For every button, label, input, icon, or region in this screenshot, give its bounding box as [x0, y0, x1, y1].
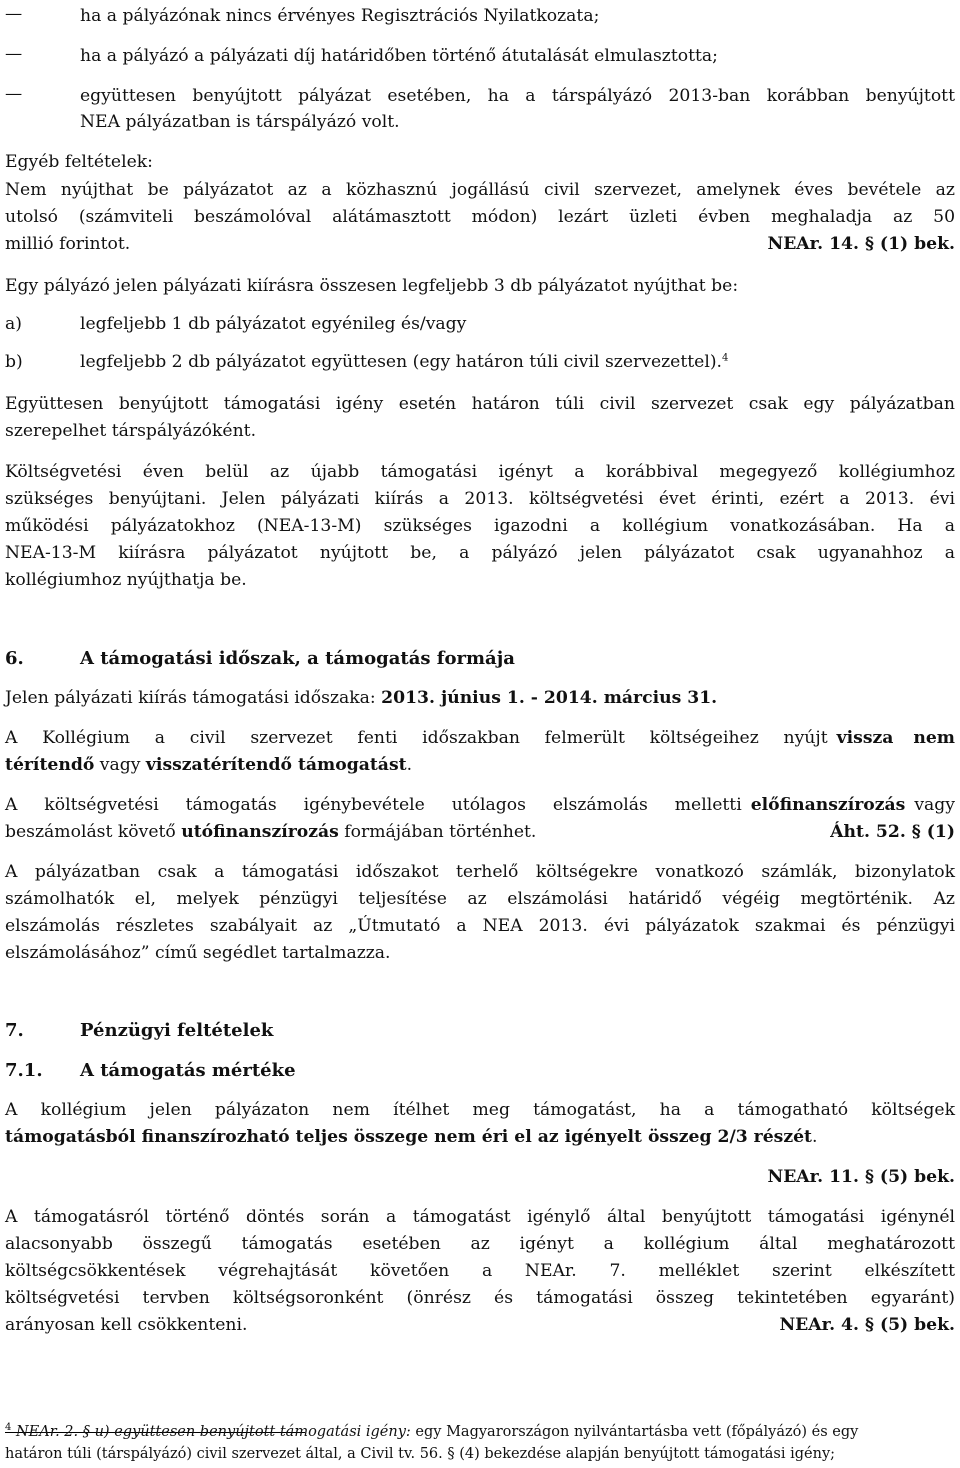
emphasis-text: utófinanszírozás: [181, 822, 339, 842]
paragraph-line: [5, 1125, 955, 1149]
paragraph-text: [5, 820, 536, 844]
paragraph-line: [5, 686, 955, 710]
footnote-line: [5, 1422, 858, 1442]
bullet-dash: —: [5, 4, 23, 24]
emphasis-text: előfinanszírozás: [750, 795, 906, 815]
footnote-marker: 4: [722, 352, 729, 364]
bullet-item-2: ha a pályázó a pályázati díj határidőben történő átutalását elmulasztotta;: [80, 46, 718, 66]
footnote-line: határon túli (társpályázó) civil szervezet által, a Civil tv. 56. § (4) bekezdése alapján benyújtott támogatási igény;: [5, 1446, 836, 1462]
emphasis-text: támogatásból finanszírozható teljes összege nem éri el az igényelt összeg 2/3 részét: [5, 1127, 812, 1147]
paragraph-text: .: [811, 1127, 818, 1147]
paragraph-line-with-ref: [5, 232, 955, 256]
paragraph-line: utolsó (számviteli beszámolóval alátámasztott módon) lezárt üzleti évben meghaladja az 50: [5, 207, 955, 227]
paragraph-text: vagy: [914, 795, 955, 815]
paragraph-text: .: [406, 755, 413, 775]
paragraph-line: alacsonyabb összegű támogatás esetében az igényt a kollégium által meghatározott: [5, 1234, 955, 1254]
paragraph-line: A támogatásról történő döntés során a támogatást igénylő által benyújtott támogatási igénynél: [5, 1207, 955, 1227]
paragraph-line: Együttesen benyújtott támogatási igény esetén határon túli civil szervezet csak egy pályázatban: [5, 394, 955, 414]
bullet-item-3: együttesen benyújtott pályázat esetében, ha a társpályázó 2013-ban korábban benyújtott: [80, 86, 955, 106]
footnote-term: együttesen benyújtott támogatási igény:: [109, 1424, 411, 1440]
paragraph-text: A költségvetési támogatás igénybevétele utólagos elszámolás melletti: [5, 795, 742, 815]
paragraph-text: vagy: [94, 755, 146, 775]
paragraph-line: Nem nyújthat be pályázatot az a közhasznú jogállású civil szervezet, amelynek éves bevétele az: [5, 180, 955, 200]
section-title: A támogatási időszak, a támogatás formája: [80, 648, 515, 669]
paragraph-line: A kollégium jelen pályázaton nem ítélhet meg támogatást, ha a támogatható költségek: [5, 1100, 955, 1120]
paragraph-line: NEA-13-M kiírásra pályázatot nyújtott be, a pályázó jelen pályázatot csak ugyanahhoz a: [5, 543, 955, 563]
paragraph-line: kollégiumhoz nyújthatja be.: [5, 570, 247, 590]
bullet-item-1: ha a pályázónak nincs érvényes Regisztrációs Nyilatkozata;: [80, 6, 600, 26]
bullet-dash: —: [5, 84, 23, 104]
paragraph-line: A pályázatban csak a támogatási időszakot terhelő költségekre vonatkozó számlák, bizonylatok: [5, 862, 955, 882]
section-number: 7.: [5, 1020, 24, 1041]
section-heading-egyeb: Egyéb feltételek:: [5, 152, 153, 172]
legal-reference: [5, 1165, 955, 1189]
list-item-b: [80, 350, 728, 374]
paragraph-text: beszámolást követő: [5, 822, 182, 842]
bullet-dash: —: [5, 44, 23, 64]
list-item-a: legfeljebb 1 db pályázatot egyénileg és/vagy: [80, 314, 467, 334]
paragraph-line: szerepelhet társpályázóként.: [5, 421, 257, 441]
legal-reference-text: NEAr. 11. § (5) bek.: [767, 1167, 955, 1187]
paragraph-line: elszámolásához” című segédlet tartalmazza.: [5, 943, 391, 963]
legal-reference: NEAr. 4. § (5) bek.: [779, 1315, 955, 1335]
paragraph-line-with-ref: [5, 820, 955, 844]
paragraph-line: költségcsökkentések végrehajtását követően a NEAr. 7. melléklet szerint elkészített: [5, 1261, 955, 1281]
subsection-number: 7.1.: [5, 1060, 43, 1081]
list-item-b-text: legfeljebb 2 db pályázatot együttesen (egy határon túli civil szervezettel).: [80, 352, 722, 372]
paragraph-text: formájában történhet.: [338, 822, 537, 842]
paragraph-line: elszámolás részletes szabályait az „Útmutató a NEA 2013. évi pályázatok szakmai és pénzügyi: [5, 916, 955, 936]
paragraph-line: szükséges benyújtani. Jelen pályázati kiírás a 2013. költségvetési évet érinti, ezért a 2013. évi: [5, 489, 955, 509]
section-number: 6.: [5, 648, 24, 669]
list-label-b: b): [5, 352, 23, 372]
paragraph-text: arányosan kell csökkenteni.: [5, 1315, 248, 1335]
list-label-a: a): [5, 314, 22, 334]
footnote-reference: NEAr. 2. § u): [15, 1424, 110, 1440]
section-title: Pénzügyi feltételek: [80, 1020, 274, 1041]
paragraph-text: A Kollégium a civil szervezet fenti időszakban felmerült költségeihez nyújt: [5, 728, 828, 748]
emphasis-text: térítendő: [5, 755, 95, 775]
bullet-item-3-cont: NEA pályázatban is társpályázó volt.: [80, 112, 400, 132]
legal-reference: Áht. 52. § (1): [830, 822, 955, 842]
paragraph-line: Költségvetési éven belül az újabb támogatási igényt a korábbival megegyező kollégiumhoz: [5, 462, 955, 482]
paragraph-line: [5, 726, 955, 750]
paragraph-line: költségvetési tervben költségsoronként (önrész és támogatási összeg tekintetében egyaránt): [5, 1288, 955, 1308]
paragraph-line: számolhatók el, melyek pénzügyi teljesítése az elszámolási határidő végéig megtörténik. Az: [5, 889, 955, 909]
footnote-text: egy Magyarországon nyilvántartásba vett (főpályázó) és egy: [410, 1424, 859, 1440]
paragraph-line: Egy pályázó jelen pályázati kiírásra összesen legfeljebb 3 db pályázatot nyújthat be:: [5, 276, 739, 296]
emphasis-text: visszatérítendő támogatást: [145, 755, 407, 775]
paragraph-line: [5, 753, 955, 777]
paragraph-text: Jelen pályázati kiírás támogatási időszaka:: [5, 688, 382, 708]
paragraph-text: millió forintot.: [5, 234, 131, 254]
footnote-number: 4: [5, 1422, 12, 1434]
legal-reference: NEAr. 14. § (1) bek.: [767, 234, 955, 254]
paragraph-line: működési pályázatokhoz (NEA-13-M) szükséges igazodni a kollégium vonatkozásában. Ha a: [5, 516, 955, 536]
subsection-title: A támogatás mértéke: [80, 1060, 296, 1081]
paragraph-line: [5, 793, 955, 817]
emphasis-text: vissza nem: [836, 728, 955, 748]
paragraph-line-with-ref: [5, 1313, 955, 1337]
support-period: 2013. június 1. - 2014. március 31.: [381, 688, 718, 708]
